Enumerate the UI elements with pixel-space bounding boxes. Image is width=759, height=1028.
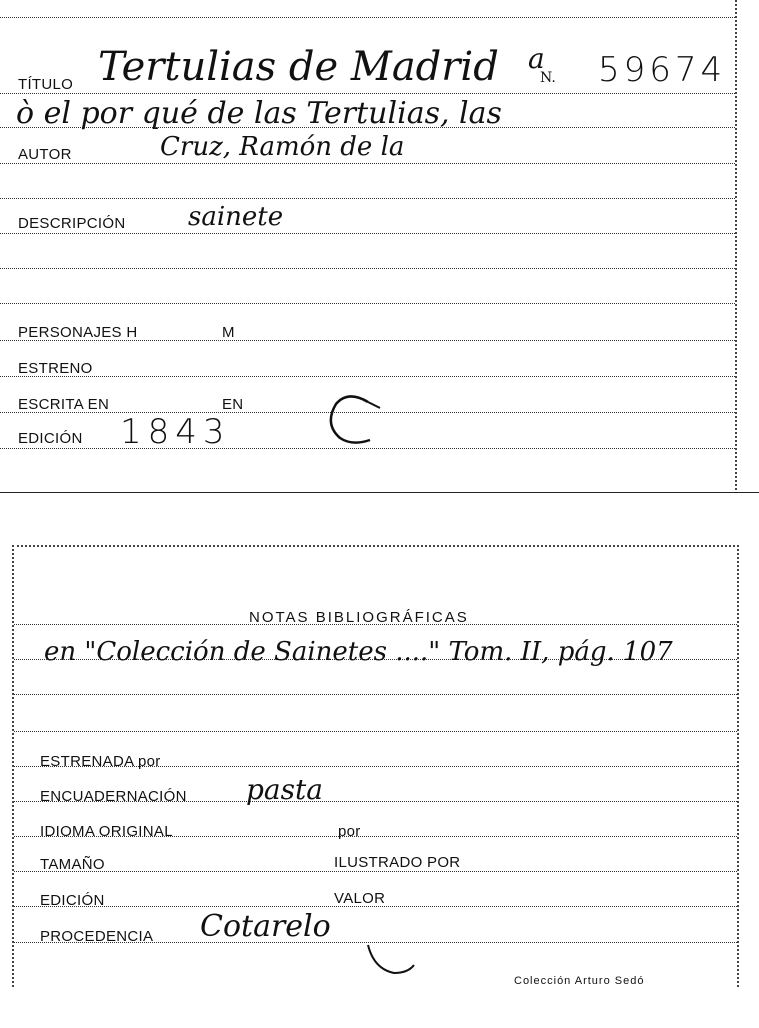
ilustrado-por-label: ILUSTRADO POR — [334, 854, 461, 871]
ruled-line — [14, 694, 737, 695]
catalog-number: 59674 — [598, 50, 727, 90]
titulo-continuation: ò el por qué de las Tertulias, las — [16, 96, 502, 131]
idioma-original-label: IDIOMA ORIGINAL — [40, 823, 173, 840]
ruled-line — [0, 17, 735, 18]
ruled-line — [0, 233, 735, 234]
coleccion-footer: Colección Arturo Sedó — [514, 975, 645, 987]
ruled-line — [0, 198, 735, 199]
procedencia-value: Cotarelo — [200, 909, 331, 944]
ruled-line — [0, 376, 735, 377]
stamp-circle-mark — [318, 390, 388, 450]
encuadernacion-value: pasta — [246, 773, 323, 806]
escrita-en-label: ESCRITA EN — [18, 396, 110, 413]
catalog-card-top — [0, 0, 737, 490]
edicion-label: EDICIÓN — [18, 430, 83, 447]
descripcion-label: DESCRIPCIÓN — [18, 215, 126, 232]
catalog-n-label: N. — [540, 70, 556, 86]
card-separator — [0, 492, 759, 493]
procedencia-label: PROCEDENCIA — [40, 928, 154, 945]
por-label: por — [338, 823, 361, 840]
ruled-line — [0, 93, 735, 94]
titulo-label: TÍTULO — [18, 76, 74, 93]
valor-label: VALOR — [334, 890, 386, 907]
ruled-line — [0, 163, 735, 164]
catalog-card-bottom — [12, 545, 739, 987]
tamano-label: TAMAÑO — [40, 856, 105, 873]
estrenada-por-label: ESTRENADA por — [40, 753, 161, 770]
encuadernacion-label: ENCUADERNACIÓN — [40, 788, 187, 805]
estreno-label: ESTRENO — [18, 360, 93, 377]
descripcion-value: sainete — [188, 202, 284, 232]
ruled-line — [0, 268, 735, 269]
autor-value: Cruz, Ramón de la — [160, 132, 405, 162]
ruled-line — [0, 303, 735, 304]
catalog-prefix: a — [528, 42, 545, 75]
edicion-label: EDICIÓN — [40, 892, 105, 909]
escrita-en2-label: EN — [222, 396, 244, 413]
pen-stroke-mark — [364, 939, 424, 983]
ruled-line — [14, 731, 737, 732]
notas-text: en "Colección de Sainetes ...." Tom. II, pág. 107 — [44, 637, 673, 667]
edicion-value: 1843 — [120, 412, 231, 452]
ruled-line — [14, 871, 737, 872]
personajes-m-label: M — [222, 324, 235, 341]
notas-bibliograficas-heading: NOTAS BIBLIOGRÁFICAS — [249, 609, 469, 626]
autor-label: AUTOR — [18, 146, 72, 163]
personajes-h-label: PERSONAJES H — [18, 324, 138, 341]
titulo-value: Tertulias de Madrid — [98, 44, 499, 90]
